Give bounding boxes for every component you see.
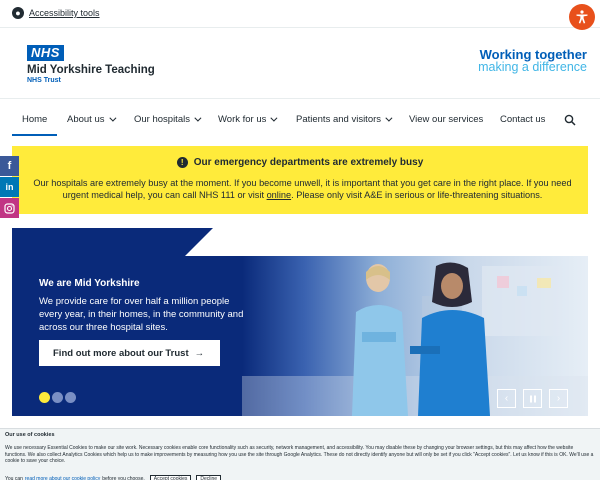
- cookie-actions: [5, 475, 221, 480]
- nav-contact-us-label: Contact us: [500, 113, 546, 125]
- cookie-banner: [0, 428, 600, 480]
- nav-patients-visitors[interactable]: [296, 99, 390, 139]
- top-bar: [0, 0, 600, 28]
- carousel-pause-button[interactable]: [523, 389, 542, 408]
- nav-about-us-label: About us: [67, 113, 105, 125]
- hero-text: We provide care for over half a million people every year, in their homes, in the community and across our three hospital sites.: [39, 296, 244, 333]
- chevron-right-icon: ›: [556, 393, 561, 404]
- warning-icon: !: [177, 157, 188, 168]
- cookie-row-suffix: before you choose.: [102, 476, 145, 480]
- tagline: [478, 48, 587, 74]
- site-header: [0, 28, 600, 98]
- linkedin-icon[interactable]: in: [0, 177, 19, 197]
- accessibility-icon: ●: [12, 7, 24, 19]
- chevron-down-icon: [385, 114, 392, 121]
- chevron-down-icon: [109, 114, 116, 121]
- tagline-primary: Working together: [479, 47, 587, 62]
- decline-cookies-button[interactable]: Decline: [196, 475, 221, 480]
- nav-home-label: Home: [22, 113, 48, 125]
- hero-notch: [185, 228, 588, 256]
- nav-our-hospitals-label: Our hospitals: [134, 113, 190, 125]
- nav-our-hospitals[interactable]: [134, 99, 199, 139]
- accessibility-tools-label: Accessibility tools: [29, 8, 100, 18]
- instagram-icon[interactable]: [0, 198, 19, 218]
- carousel-dot-1[interactable]: [39, 392, 50, 403]
- carousel-next-button[interactable]: [549, 389, 568, 408]
- hero-heading: We are Mid Yorkshire: [39, 278, 140, 289]
- accessibility-widget-button[interactable]: [569, 4, 595, 30]
- nav-view-services[interactable]: [409, 99, 483, 139]
- nav-work-for-us-label: Work for us: [218, 113, 267, 125]
- nav-work-for-us[interactable]: [218, 99, 275, 139]
- carousel-dot-2[interactable]: [52, 392, 63, 403]
- find-out-more-label: Find out more about our Trust: [53, 347, 189, 359]
- cookie-text: We use necessary Essential Cookies to make our site work. Necessary cookies enable core functionality such as security, network management, and accessibility. You may disable these by changing your browser settings, but this may affect how the website functions. We also collect Analytics Cookies which help us to make improvements by measuring how you use the site through Google Analytics. These do not directly identify anyone but will only be set if you click "Accept cookies". Let us know if this is OK. We'll use a cookie to save your choice.: [5, 445, 594, 464]
- alert-title: [12, 157, 588, 168]
- alert-online-link[interactable]: online: [266, 190, 292, 200]
- carousel-dot-3[interactable]: [65, 392, 76, 403]
- search-icon[interactable]: [564, 113, 576, 131]
- nurse-illustration: [342, 262, 412, 416]
- alert-title-text: Our emergency departments are extremely busy: [193, 157, 424, 168]
- nhs-logo: NHS: [27, 45, 64, 61]
- main-nav: [0, 98, 600, 138]
- cookie-policy-link[interactable]: read more about our cookie policy: [24, 476, 101, 480]
- nav-about-us[interactable]: [67, 99, 114, 139]
- nav-home[interactable]: [22, 99, 47, 139]
- accept-cookies-button[interactable]: Accept cookies: [150, 475, 192, 480]
- nurse-illustration: [410, 262, 494, 416]
- cookie-row-prefix: You can: [5, 476, 23, 480]
- alert-body-text-2: . Please only visit A&E in serious or life-threatening situations.: [291, 190, 543, 200]
- find-out-more-button[interactable]: [39, 340, 220, 366]
- tagline-secondary: making a difference: [478, 60, 587, 74]
- person-accessibility-icon: [574, 9, 590, 25]
- arrow-right-icon: →: [194, 347, 205, 359]
- chevron-down-icon: [271, 114, 278, 121]
- nav-patients-visitors-label: Patients and visitors: [296, 113, 382, 125]
- carousel-prev-button[interactable]: [497, 389, 516, 408]
- org-subtitle: NHS Trust: [27, 77, 61, 84]
- cookie-heading: Our use of cookies: [5, 432, 55, 438]
- alert-body-text-1: Our hospitals are extremely busy at the moment. If you become unwell, it is important that you get care in the right place. If you need urgent medical help, you can call NHS 111 or visit: [33, 178, 572, 200]
- facebook-icon[interactable]: f: [0, 156, 19, 176]
- chevron-down-icon: [194, 114, 201, 121]
- nav-contact-us[interactable]: [500, 99, 545, 139]
- chevron-left-icon: ‹: [504, 393, 509, 404]
- trust-logo[interactable]: [27, 44, 155, 84]
- accessibility-tools-link[interactable]: [12, 7, 100, 19]
- emergency-alert: [12, 146, 588, 214]
- nav-view-services-label: View our services: [409, 113, 484, 125]
- alert-body: [30, 177, 575, 201]
- org-name: Mid Yorkshire Teaching: [27, 64, 155, 76]
- pause-icon: [529, 395, 537, 403]
